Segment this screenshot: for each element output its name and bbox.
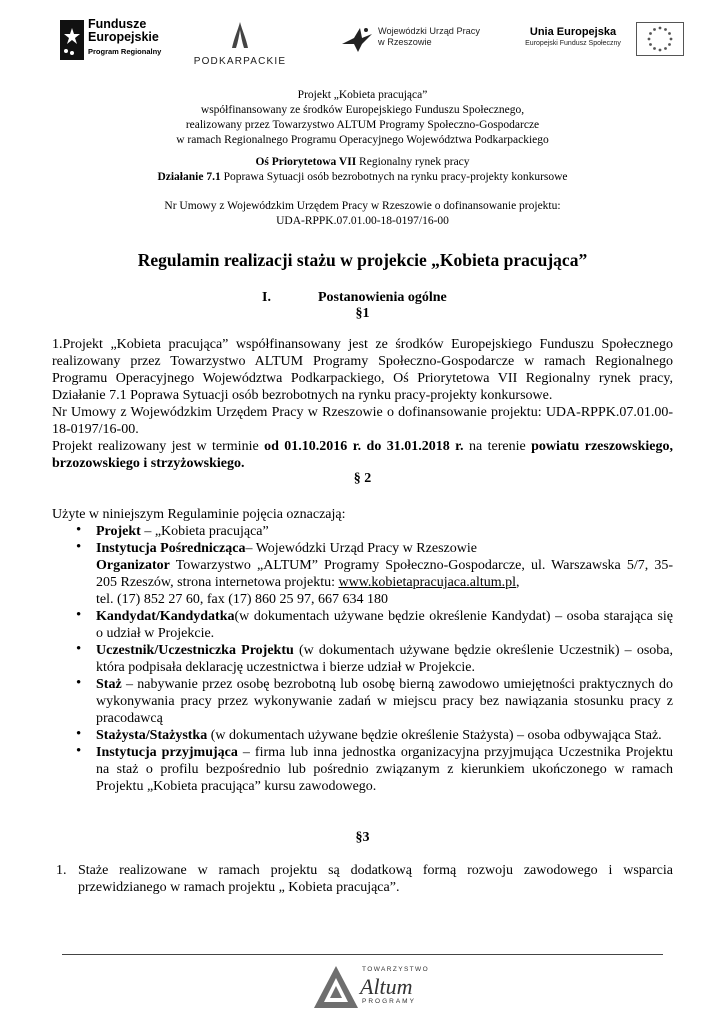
definition: (w dokumentach używane będzie określenie Stażysta) – osoba odbywająca Staż.	[207, 728, 662, 743]
wup-line1: Wojewódzki Urząd Pracy	[378, 26, 480, 36]
definition-instytucja-przyjmujaca	[52, 744, 673, 795]
podkarpackie-text: PODKARPACKIE	[193, 56, 287, 67]
definition-uczestnik	[52, 642, 673, 676]
fe-line1: Fundusze	[88, 17, 147, 31]
paragraph-2-heading: § 2	[353, 471, 372, 486]
section-name: Postanowienia ogólne	[318, 290, 447, 305]
action-line	[40, 170, 685, 185]
paragraph-1-text: 1.Projekt „Kobieta pracująca” współfinansowany jest ze środków Europejskiego Funduszu Społecznego realizowany przez Towarzystwo ALTUM Programy Społeczno-Gospodarcze w ramach Regionalnego Programu Operacyjnego Województwa Podkarpackiego, Oś Priorytetowa VII Regionalny rynek pracy, Działanie 7.1 Poprawa Sytuacji osób bezrobotnych na rynku pracy-projekty konkursowe.	[52, 337, 673, 403]
definition-organizator	[52, 557, 673, 591]
priority-axis-info	[40, 155, 685, 185]
fe-star-icon	[60, 20, 84, 60]
project-info	[40, 88, 685, 148]
term: Stażysta/Stażystka	[96, 728, 208, 743]
definition-projekt	[52, 523, 673, 540]
contract-line1: Nr Umowy z Wojewódzkim Urzędem Pracy w Rzeszowie o dofinansowanie projektu:	[164, 200, 561, 212]
term-area: powiatu rzeszowskiego, brzozowskiego i strzyżowskiego.	[52, 439, 673, 471]
definition-instytucja-posredniczaca	[52, 540, 673, 557]
definitions-list-2	[52, 608, 673, 795]
wup-line2: w Rzeszowie	[378, 37, 432, 47]
project-website-link[interactable]: www.kobietapracujaca.altum.pl	[338, 575, 517, 590]
document-title: Regulamin realizacji stażu w projekcie „Kobieta pracująca”	[137, 250, 588, 270]
header-line2: współfinansowany ze środków Europejskiego Funduszu Społecznego,	[200, 104, 525, 116]
header-line1: Projekt „Kobieta pracująca”	[297, 89, 428, 101]
action-bold: Działanie 7.1	[157, 171, 221, 183]
fundusze-europejskie-logo	[60, 18, 178, 64]
term-mid: na terenie	[463, 439, 532, 454]
definition: – nabywanie przez osobę bezrobotną lub osobę bierną zawodowo umiejętności praktycznych do wykonywania pracy przez wykonywanie zadań w miejscu pracy bez nawiązania stosunku pracy z pracodawcą	[96, 677, 673, 726]
header-line3: realizowany przez Towarzystwo ALTUM Programy Społeczno-Gospodarcze	[185, 119, 540, 131]
contract-info	[40, 199, 685, 229]
term: Staż	[96, 677, 122, 692]
definition: (w dokumentach używane będzie określenie Kandydat) – osoba starająca się o udział w Projekcie.	[96, 609, 673, 641]
eu-flag-icon	[636, 22, 684, 56]
definitions-list	[52, 523, 673, 557]
term: Uczestnik/Uczestniczka Projektu	[96, 643, 294, 658]
definition-staz	[52, 676, 673, 727]
footer-divider	[62, 954, 663, 955]
action-rest: Poprawa Sytuacji osób bezrobotnych na rynku pracy-projekty konkursowe	[220, 171, 568, 183]
term: Organizator	[96, 558, 170, 573]
altum-logo	[312, 962, 432, 1012]
term-pre: Projekt realizowany jest w terminie	[52, 439, 265, 454]
item-number: 1.	[56, 863, 67, 878]
paragraph-3-list	[56, 862, 673, 896]
definition-stazysta	[52, 727, 673, 744]
paragraph-1-contract: Nr Umowy z Wojewódzkim Urzędem Pracy w Rzeszowie o dofinansowanie projektu: UDA-RPPK.07.01.00-18-0197/16-00.	[52, 405, 673, 437]
definition-kandydat	[52, 608, 673, 642]
altum-sub-text: PROGRAMY	[362, 998, 416, 1005]
ue-line2: Europejski Fundusz Społeczny	[525, 40, 621, 47]
axis-rest: Regionalny rynek pracy	[356, 156, 470, 168]
altum-triangle-icon	[312, 964, 360, 1010]
axis-line	[40, 155, 685, 170]
paragraph-1-heading: §1	[355, 306, 370, 321]
term: Kandydat/Kandydatka	[96, 609, 235, 624]
fe-line3: Program Regionalny	[88, 47, 162, 56]
header-line4: w ramach Regionalnego Programu Operacyjnego Województwa Podkarpackiego	[176, 134, 549, 146]
definition: – firma lub inna jednostka organizacyjna przyjmująca Uczestnika Projektu na staż o profilu bezpośrednio lub pośrednio związanym z kierunkiem ukończonego w ramach Projektu „Kobieta pracująca” kursu zawodowego.	[96, 745, 674, 794]
term: Projekt	[96, 524, 141, 539]
organizator-contact: tel. (17) 852 27 60, fax (17) 860 25 97, 667 634 180	[96, 592, 389, 607]
term: Instytucja przyjmująca	[96, 745, 238, 760]
term: Instytucja Pośrednicząca	[96, 541, 246, 556]
paragraph-3-heading: §3	[355, 830, 370, 845]
altum-top-text: TOWARZYSTWO	[362, 966, 430, 973]
paragraph-2-intro: Użyte w niniejszym Regulaminie pojęcia oznaczają:	[52, 507, 346, 522]
punctuation: ,	[516, 575, 520, 590]
axis-bold: Oś Priorytetowa VII	[255, 156, 357, 168]
wup-bird-icon	[340, 24, 374, 54]
definition: – „Kobieta pracująca”	[140, 524, 269, 539]
section-number: I.	[262, 290, 271, 305]
paragraph-1-body	[52, 336, 673, 472]
logo-bar	[0, 0, 725, 80]
unia-europejska-logo	[514, 22, 684, 62]
contract-line2: UDA-RPPK.07.01.00-18-0197/16-00	[276, 215, 449, 227]
fe-line2: Europejskie	[88, 30, 159, 44]
podkarpackie-logo	[188, 20, 292, 68]
wup-logo	[340, 22, 490, 62]
item-text: Staże realizowane w ramach projektu są dodatkową formą rozwoju zawodowego i wsparcia przewidzianego w ramach projektu „ Kobieta pracująca”.	[78, 863, 673, 895]
altum-wordmark: Altum	[360, 974, 413, 999]
definition: (w dokumentach używane będzie określenie Uczestnik) – osoba, która podpisała deklarację uczestnictwa i bierze udział w Projekcie.	[96, 643, 674, 675]
ue-line1: Unia Europejska	[529, 26, 617, 38]
definition: – Wojewódzki Urząd Pracy w Rzeszowie	[245, 541, 477, 556]
definition: Towarzystwo „ALTUM” Programy Społeczno-Gospodarcze, ul. Warszawska 5/7, 35-205 Rzeszów, strona internetowa projektu:	[96, 558, 673, 590]
paragraph-3-item	[56, 862, 673, 896]
paragraph-2-body	[52, 506, 673, 795]
podkarpackie-mark-icon	[228, 20, 252, 52]
term-dates: od 01.10.2016 r. do 31.01.2018 r.	[264, 439, 464, 454]
paragraph-1-term	[52, 438, 673, 472]
